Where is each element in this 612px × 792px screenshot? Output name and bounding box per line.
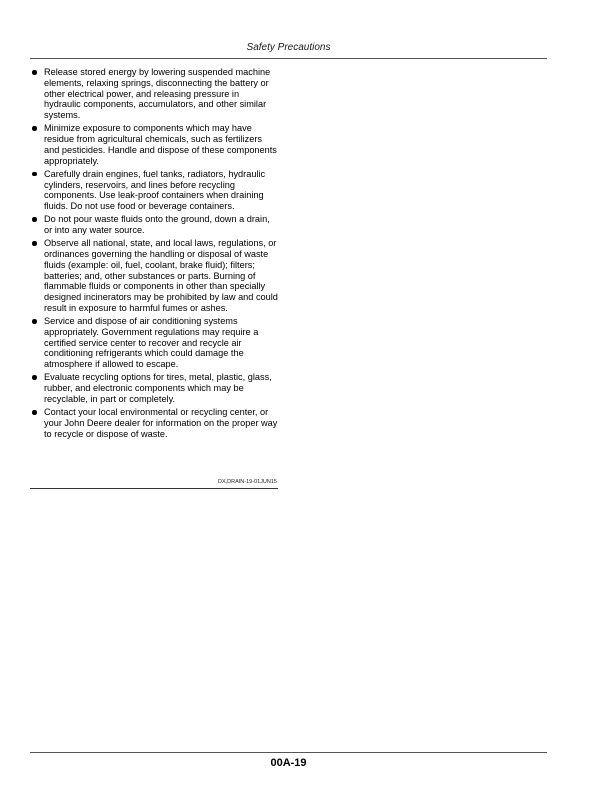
bullet-text: Minimize exposure to components which may have residue from agricultural chemicals, such as fertilizers and pesticides. Handle and dispose of these components appropriately. (44, 123, 277, 166)
bullet-text: Evaluate recycling options for tires, metal, plastic, glass, rubber, and electronic components which may be recyclable, in part or completely. (44, 372, 272, 404)
bullet-icon (32, 70, 37, 75)
footer-divider (30, 752, 547, 753)
bullet-icon (32, 217, 37, 222)
bullet-text: Observe all national, state, and local laws, regulations, or ordinances governing the handling or disposal of waste fluids (example: oil, fuel, coolant, brake fluid); filters; batteries; and, other substances or parts. Burning of flammable fluids or components in other than specially designed incinerators may be prohibited by law and could result in exposure to harmful fumes or ashes. (44, 238, 278, 313)
bullet-icon (32, 410, 37, 415)
page-number: 00A-19 (270, 757, 307, 769)
document-code: DX,DRAIN-19-01JUN15 (218, 479, 277, 485)
bullet-text: Release stored energy by lowering suspended machine elements, relaxing springs, disconnecting the battery or other electrical power, and releasing pressure in hydraulic components, accumulators, and other similar systems. (44, 67, 271, 120)
bullet-icon (32, 375, 37, 380)
bullet-icon (32, 319, 37, 324)
bullet-item-recycling-options (30, 372, 278, 404)
bullet-list (30, 67, 278, 439)
bullet-item-contact-dealer (30, 407, 278, 439)
safety-content (30, 67, 278, 442)
bullet-item-drain-engines (30, 169, 278, 212)
bullet-text: Service and dispose of air conditioning systems appropriately. Government regulations may require a certified service center to recover and recycle air conditioning refrigerants which could damage the atmosphere if allowed to escape. (44, 316, 259, 369)
bullet-text: Carefully drain engines, fuel tanks, radiators, hydraulic cylinders, reservoirs, and lines before recycling components. Use leak-proof containers when draining fluids. Do not use food or beverage containers. (44, 168, 266, 211)
bullet-item-minimize-exposure (30, 123, 278, 166)
bullet-icon (32, 126, 37, 131)
section-divider (30, 488, 278, 489)
page-header-title: Safety Precautions (246, 42, 331, 53)
bullet-item-observe-laws (30, 238, 278, 313)
bullet-text: Contact your local environmental or recycling center, or your John Deere dealer for information on the proper way to recycle or dispose of waste. (44, 407, 278, 439)
bullet-text: Do not pour waste fluids onto the ground, down a drain, or into any water source. (44, 214, 270, 235)
header-divider (30, 58, 547, 59)
bullet-item-release-energy (30, 67, 278, 121)
bullet-icon (32, 241, 37, 246)
bullet-item-air-conditioning (30, 316, 278, 370)
bullet-icon (32, 172, 37, 177)
bullet-item-waste-fluids (30, 214, 278, 236)
